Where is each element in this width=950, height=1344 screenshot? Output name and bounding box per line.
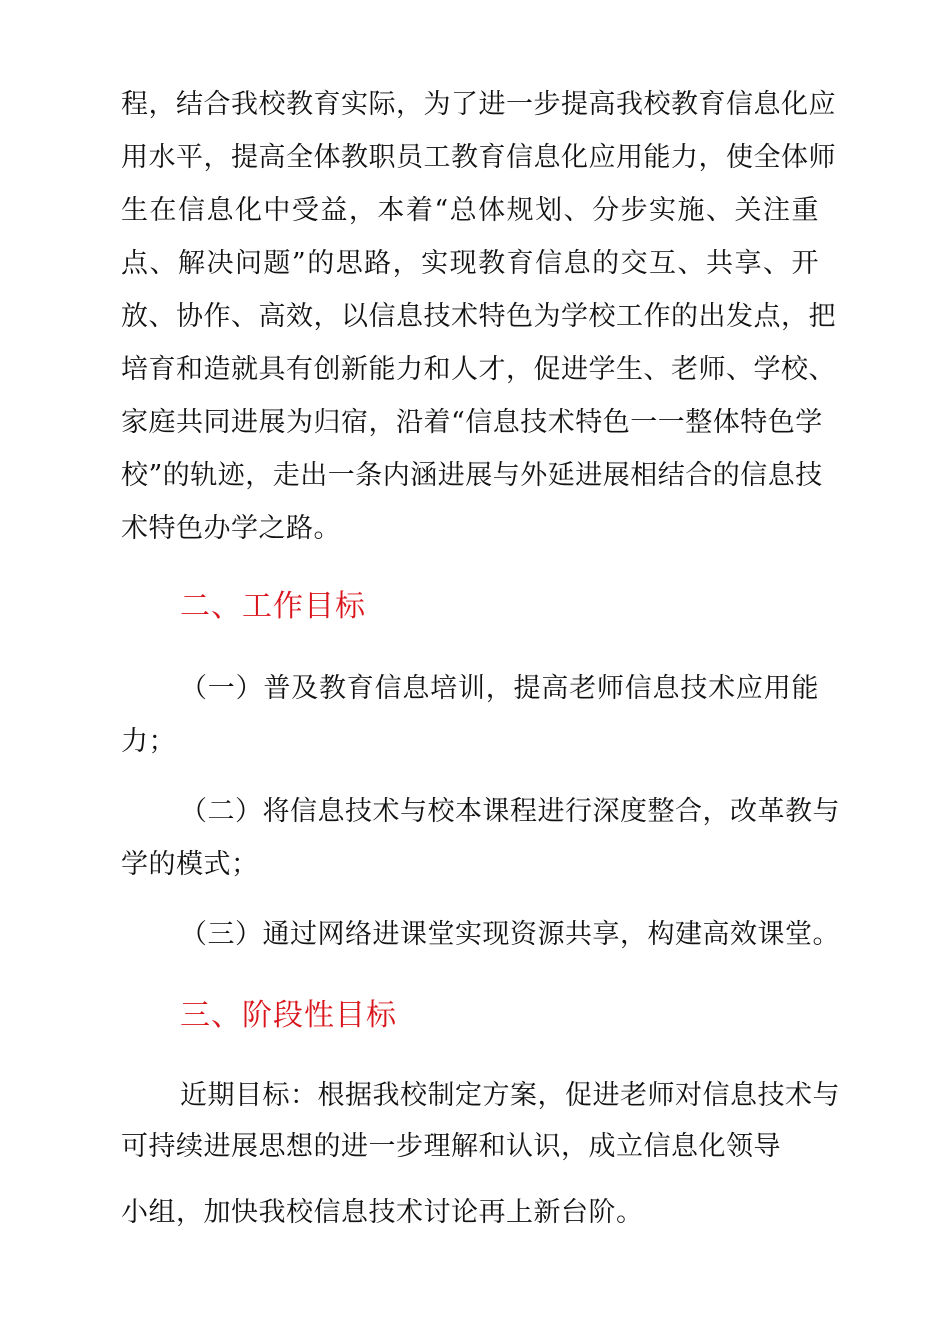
paragraph-line: 点、解决问题”的思路，实现教育信息的交互、共享、开 bbox=[121, 248, 819, 279]
paragraph-line: 近期目标：根据我校制定方案，促进老师对信息技术与 bbox=[180, 1080, 840, 1111]
paragraph-line: 生在信息化中受益，本着“总体规划、分步实施、关注重 bbox=[121, 195, 819, 226]
list-item: （三）通过网络进课堂实现资源共享，构建高效课堂。 bbox=[180, 919, 840, 950]
section-heading-work-goals: 二、工作目标 bbox=[180, 589, 366, 624]
paragraph-line: 校”的轨迹，走出一条内涵进展与外延进展相结合的信息技 bbox=[121, 460, 823, 491]
list-item: （二）将信息技术与校本课程进行深度整合，改革教与 bbox=[180, 796, 840, 827]
paragraph-line: 放、协作、高效，以信息技术特色为学校工作的出发点，把 bbox=[121, 301, 836, 332]
section-heading-stage-goals: 三、阶段性目标 bbox=[180, 998, 397, 1033]
paragraph-line: 培育和造就具有创新能力和人才，促进学生、老师、学校、 bbox=[121, 354, 836, 385]
paragraph-line: 家庭共同进展为归宿，沿着“信息技术特色一一整体特色学 bbox=[121, 407, 823, 438]
paragraph-line: 可持续进展思想的进一步理解和认识，成立信息化领导 bbox=[121, 1131, 781, 1162]
list-item-continuation: 力； bbox=[121, 726, 176, 757]
paragraph-line: 小组，加快我校信息技术讨论再上新台阶。 bbox=[121, 1197, 644, 1228]
paragraph-line: 用水平，提高全体教职员工教育信息化应用能力，使全体师 bbox=[121, 142, 836, 173]
list-item-continuation: 学的模式； bbox=[121, 849, 259, 880]
paragraph-line: 程，结合我校教育实际，为了进一步提高我校教育信息化应 bbox=[121, 89, 836, 120]
list-item: （一）普及教育信息培训，提高老师信息技术应用能 bbox=[180, 673, 819, 704]
paragraph-line: 术特色办学之路。 bbox=[121, 513, 341, 544]
